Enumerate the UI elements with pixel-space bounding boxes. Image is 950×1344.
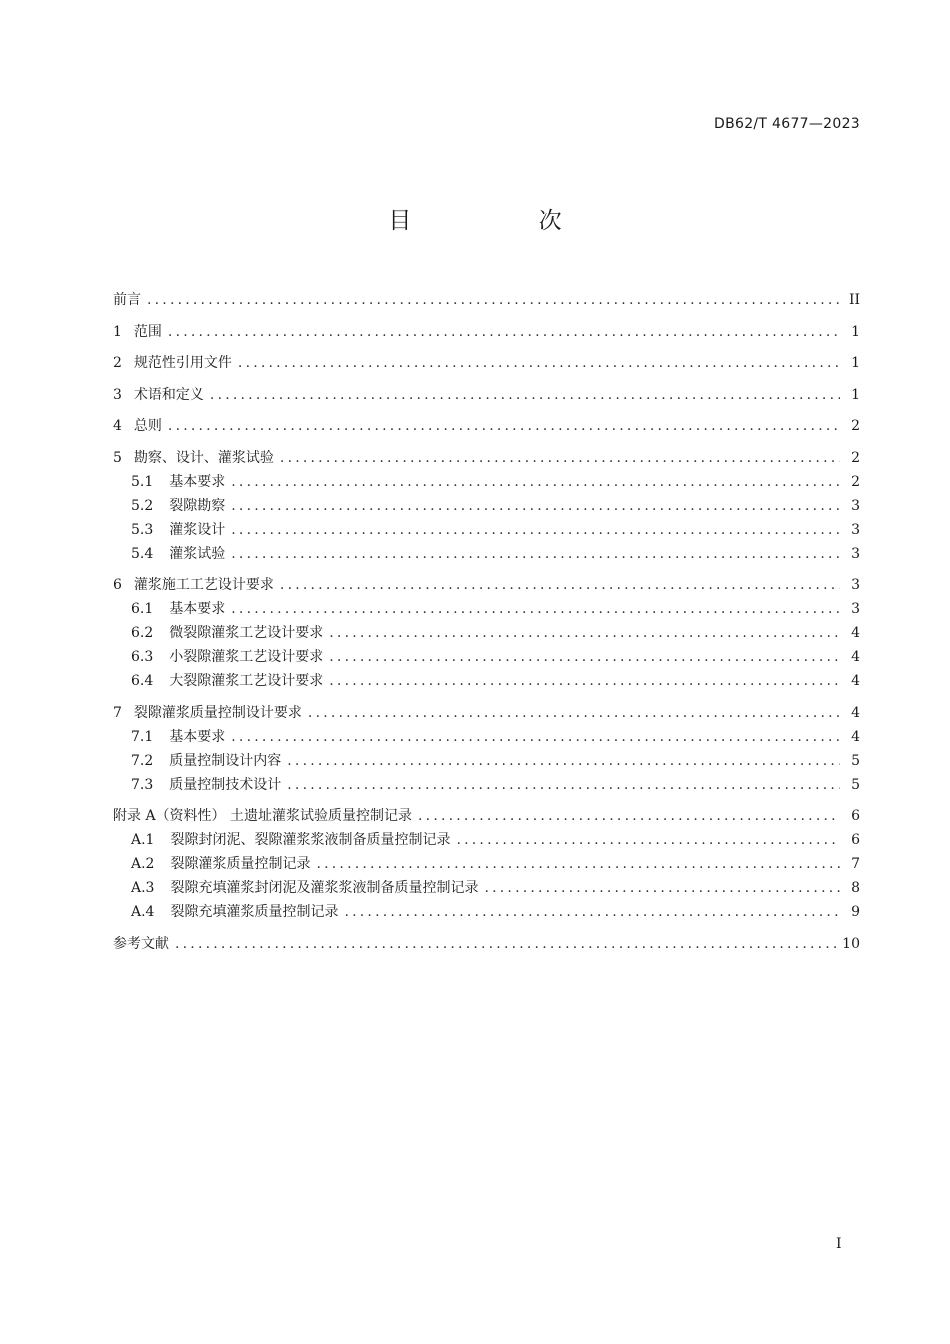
- toc-entry-title: 裂隙灌浆质量控制记录: [170, 856, 311, 872]
- toc-leader-dots: [418, 804, 840, 828]
- toc-entry-number: 1: [113, 323, 122, 340]
- toc-entry-title: 裂隙充填灌浆质量控制记录: [170, 904, 339, 920]
- toc-entry-page: 8: [851, 880, 860, 896]
- toc-entry-page: 1: [851, 323, 860, 340]
- toc-entry-page: 3: [851, 497, 860, 514]
- toc-leader-dots: [231, 597, 840, 621]
- toc-entry-number: 7: [113, 704, 122, 721]
- toc-leader-dots: [329, 621, 840, 645]
- toc-entry[interactable]: [113, 597, 860, 621]
- toc-entry-page: 6: [851, 832, 860, 848]
- toc-leader-dots: [231, 470, 840, 494]
- toc-entry-number: 6.2: [131, 625, 154, 641]
- page-title: 目 次: [388, 208, 622, 234]
- toc-entry-number: A.1: [131, 832, 155, 848]
- toc-entry[interactable]: [113, 414, 860, 438]
- toc-leader-dots: [231, 494, 840, 518]
- toc-entry[interactable]: [113, 351, 860, 375]
- toc-leader-dots: [210, 383, 840, 407]
- toc-entry-page: 5: [851, 776, 860, 793]
- toc-entry[interactable]: [113, 828, 860, 852]
- toc-entry-number: A.3: [131, 880, 155, 896]
- toc-entry-title: 灌浆设计: [169, 521, 226, 538]
- toc-entry-page: 1: [851, 355, 860, 371]
- toc-leader-dots: [484, 876, 840, 900]
- toc-entry[interactable]: [113, 645, 860, 669]
- toc-entry-number: 5.1: [131, 473, 154, 490]
- toc-leader-dots: [280, 573, 840, 597]
- toc-entry-page: 5: [851, 752, 860, 769]
- toc-entry[interactable]: [113, 320, 860, 344]
- toc-leader-dots: [168, 320, 840, 344]
- toc-entry-page: 1: [851, 386, 860, 403]
- toc-entry-title: 裂隙充填灌浆封闭泥及灌浆浆液制备质量控制记录: [170, 880, 479, 896]
- toc-entry[interactable]: [113, 621, 860, 645]
- toc-entry-page: 6: [851, 808, 860, 824]
- toc-leader-dots: [280, 446, 840, 470]
- toc-entry[interactable]: [113, 932, 860, 956]
- toc-entry-number: 7.1: [131, 728, 154, 745]
- toc-entry[interactable]: [113, 773, 860, 797]
- toc-entry-page: II: [848, 292, 860, 308]
- toc-entry-page: 2: [851, 473, 860, 490]
- toc-leader-dots: [329, 645, 840, 669]
- toc-entry-page: 2: [851, 449, 860, 466]
- toc-entry[interactable]: [113, 288, 860, 312]
- toc-entry-title: 参考文献: [113, 935, 169, 952]
- toc-entry-title: 大裂隙灌浆工艺设计要求: [169, 673, 324, 689]
- toc-entry-number: 7.2: [131, 752, 154, 769]
- toc-entry-number: 4: [113, 418, 122, 434]
- toc-entry-title: 灌浆施工工艺设计要求: [133, 577, 274, 593]
- toc-entry-title: 裂隙封闭泥、裂隙灌浆浆液制备质量控制记录: [170, 832, 451, 848]
- toc-entry-page: 3: [851, 601, 860, 617]
- toc-leader-dots: [231, 518, 840, 542]
- toc-leader-dots: [175, 932, 836, 956]
- toc-entry-title: 质量控制设计内容: [169, 752, 282, 769]
- toc-leader-dots: [287, 773, 840, 797]
- toc-entry-number: 6.3: [131, 649, 154, 665]
- toc-entry-number: 7.3: [131, 776, 154, 793]
- toc-entry[interactable]: [113, 669, 860, 693]
- toc-entry-title: 基本要求: [169, 728, 226, 745]
- toc-entry-page: 3: [851, 545, 860, 562]
- toc-leader-dots: [308, 701, 840, 725]
- toc-entry[interactable]: [113, 446, 860, 470]
- toc-entry-title: 基本要求: [169, 601, 226, 617]
- toc-entry-title: 总则: [133, 418, 162, 434]
- toc-entry[interactable]: [113, 725, 860, 749]
- toc-entry-title: 附录 A（资料性） 土遗址灌浆试验质量控制记录: [113, 808, 413, 824]
- toc-entry-page: 4: [851, 649, 860, 665]
- toc-entry-title: 裂隙灌浆质量控制设计要求: [133, 704, 302, 721]
- toc-entry-number: 5: [113, 449, 122, 466]
- table-of-contents: [113, 288, 860, 956]
- toc-entry[interactable]: [113, 383, 860, 407]
- toc-entry-number: 6: [113, 577, 122, 593]
- toc-entry-page: 10: [842, 935, 860, 952]
- toc-entry-page: 3: [851, 577, 860, 593]
- toc-entry[interactable]: [113, 518, 860, 542]
- toc-entry-page: 4: [851, 625, 860, 641]
- toc-leader-dots: [344, 900, 840, 924]
- toc-entry[interactable]: [113, 470, 860, 494]
- toc-entry-number: 5.2: [131, 497, 154, 514]
- toc-entry-title: 基本要求: [169, 473, 226, 490]
- toc-leader-dots: [231, 725, 840, 749]
- toc-entry-number: 6.4: [131, 673, 154, 689]
- toc-entry[interactable]: [113, 876, 860, 900]
- toc-entry-page: 3: [851, 521, 860, 538]
- toc-entry-number: 5.4: [131, 545, 154, 562]
- toc-entry-title: 裂隙勘察: [169, 497, 226, 514]
- toc-entry-title: 灌浆试验: [169, 545, 226, 562]
- toc-entry[interactable]: [113, 573, 860, 597]
- toc-entry-number: A.2: [131, 856, 155, 872]
- toc-entry-page: 9: [851, 904, 860, 920]
- toc-entry[interactable]: [113, 900, 860, 924]
- toc-entry-title: 质量控制技术设计: [169, 776, 282, 793]
- toc-entry-page: 7: [851, 856, 860, 872]
- toc-entry-number: 3: [113, 386, 122, 403]
- toc-entry-page: 4: [851, 673, 860, 689]
- page-number: I: [836, 1236, 842, 1252]
- toc-entry-page: 4: [851, 728, 860, 745]
- toc-entry-number: 2: [113, 355, 122, 371]
- toc-leader-dots: [231, 542, 840, 566]
- toc-leader-dots: [287, 749, 840, 773]
- toc-entry-title: 勘察、设计、灌浆试验: [133, 449, 274, 466]
- toc-entry-title: 范围: [133, 323, 162, 340]
- toc-entry[interactable]: [113, 749, 860, 773]
- toc-leader-dots: [168, 414, 840, 438]
- toc-entry-page: 2: [851, 418, 860, 434]
- toc-entry[interactable]: [113, 542, 860, 566]
- toc-leader-dots: [316, 852, 840, 876]
- toc-leader-dots: [456, 828, 840, 852]
- toc-entry-title: 规范性引用文件: [133, 355, 232, 371]
- toc-leader-dots: [329, 669, 840, 693]
- toc-leader-dots: [147, 288, 840, 312]
- toc-entry-number: 6.1: [131, 601, 154, 617]
- toc-entry[interactable]: [113, 804, 860, 828]
- document-code: DB62/T 4677—2023: [714, 116, 860, 132]
- toc-leader-dots: [238, 351, 840, 375]
- toc-entry-title: 术语和定义: [133, 386, 204, 403]
- toc-entry-title: 小裂隙灌浆工艺设计要求: [169, 649, 324, 665]
- toc-entry[interactable]: [113, 852, 860, 876]
- toc-entry-number: A.4: [131, 904, 155, 920]
- toc-entry-title: 前言: [113, 292, 141, 308]
- toc-entry-title: 微裂隙灌浆工艺设计要求: [169, 625, 324, 641]
- toc-entry-number: 5.3: [131, 521, 154, 538]
- toc-entry-page: 4: [851, 704, 860, 721]
- toc-entry[interactable]: [113, 494, 860, 518]
- toc-entry[interactable]: [113, 701, 860, 725]
